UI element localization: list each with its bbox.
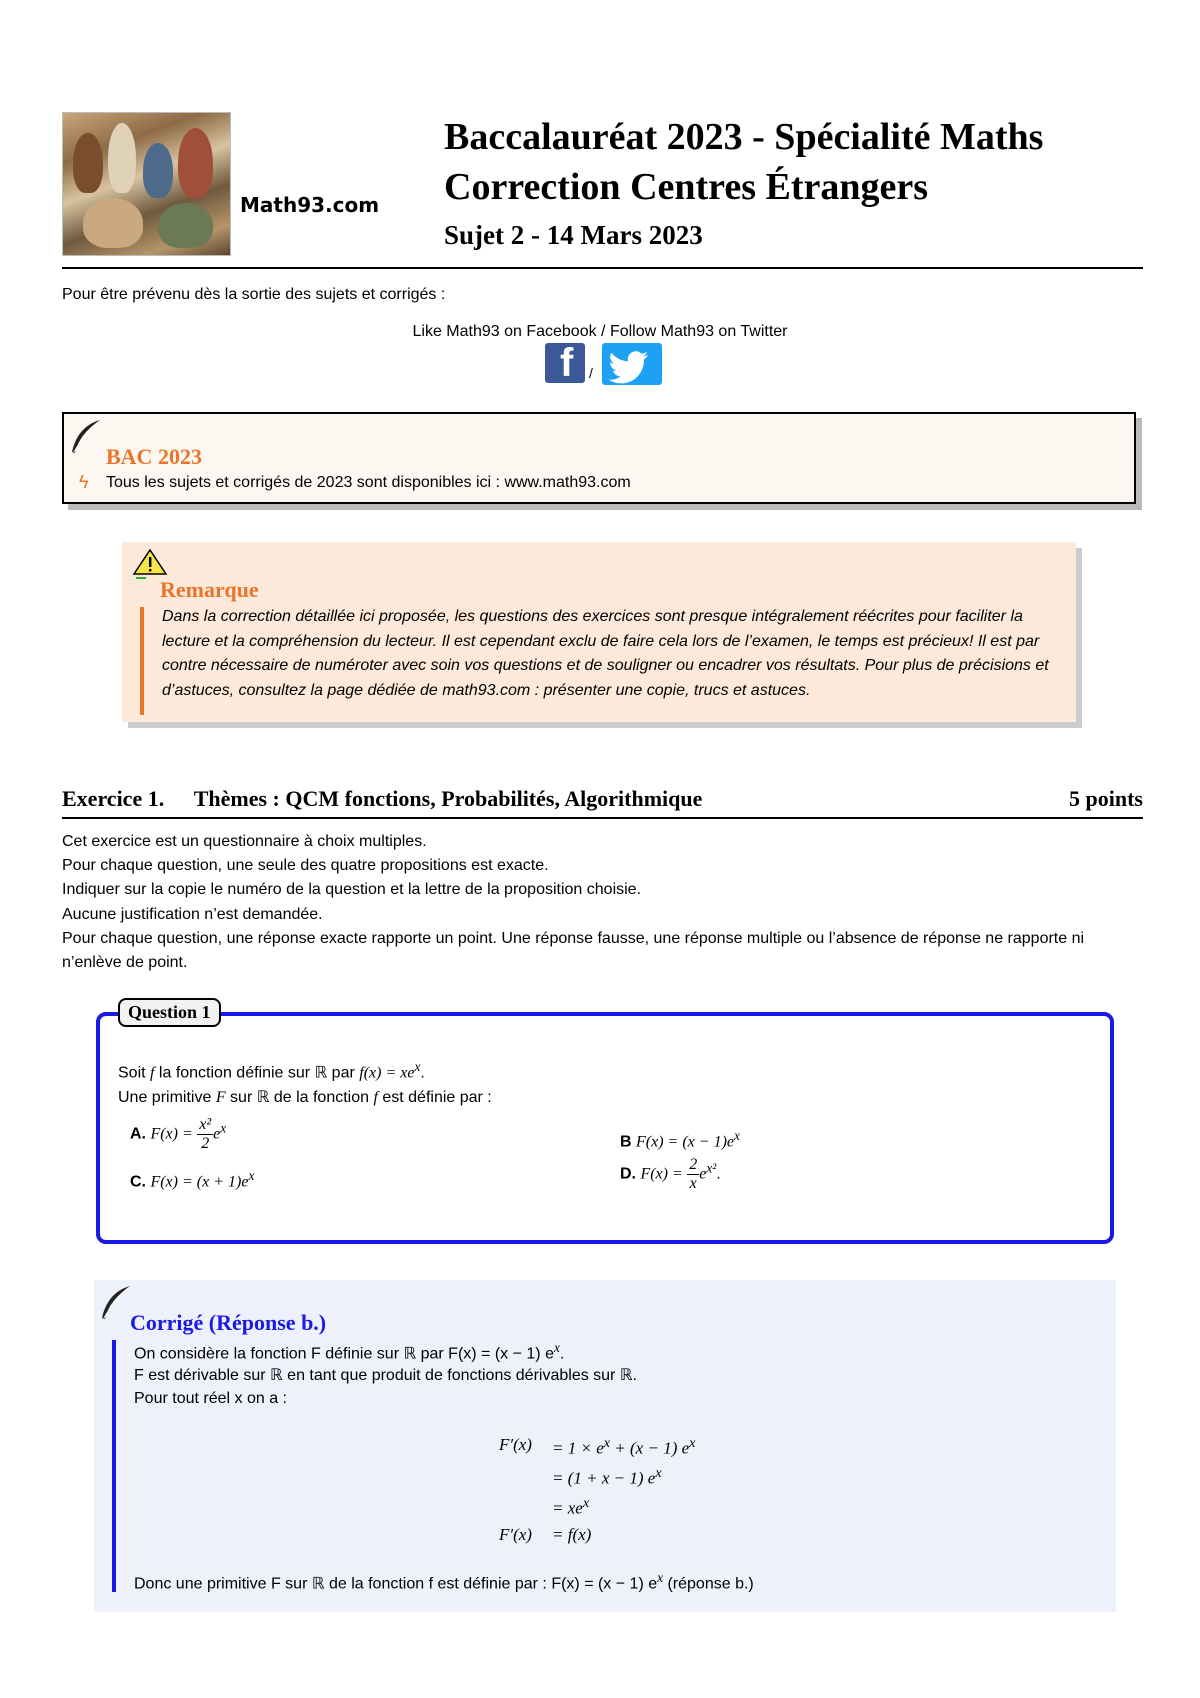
instruction-line: Pour chaque question, une réponse exacte rapporte un point. Une réponse fausse, une réponse multiple ou l’absence de réponse ne rapporte ni n’enlève de point. — [62, 929, 1085, 972]
page-title — [444, 112, 1043, 212]
social-separator: / — [589, 365, 593, 381]
equation-rhs-4: = f(x) — [552, 1525, 592, 1544]
exercise-themes: Thèmes : QCM fonctions, Probabilités, Algorithmique — [193, 786, 703, 811]
corrige-accent-bar — [112, 1340, 116, 1592]
corrige-line-1: On considère la fonction F définie sur ℝ par F(x) = (x − 1) $e^x$. — [134, 1340, 565, 1363]
option-d: D. F(x) = $\frac{2}{x}$ $e^{x^2}$. — [620, 1156, 721, 1192]
equation-rhs-2: = (1 + x − 1) $e^x$ — [552, 1465, 662, 1488]
title-line-1: Baccalauréat 2023 - Spécialité Maths — [444, 116, 1044, 158]
quill-icon — [98, 1284, 132, 1322]
page-subtitle: Sujet 2 - 14 Mars 2023 — [444, 220, 703, 250]
corrige-line-2: F est dérivable sur ℝ en tant que produit de fonctions dérivables sur ℝ. — [134, 1367, 637, 1384]
header-painting-image — [62, 112, 231, 256]
exercise-instructions — [62, 830, 1147, 975]
exercise-divider — [62, 817, 1143, 819]
equation-rhs-3: = $xe^x$ — [552, 1495, 590, 1518]
equation-lhs-4: F′(x) — [499, 1525, 532, 1544]
option-c: C. $F(x) = (x + 1)e^x$ — [130, 1168, 255, 1191]
question-label: Question 1 — [118, 998, 221, 1027]
question-1-box — [96, 1002, 1114, 1244]
remark-accent-bar — [140, 607, 144, 715]
bac-info-box — [62, 412, 1136, 504]
question-statement — [118, 1054, 492, 1110]
quill-icon — [68, 418, 102, 456]
remark-text: Dans la correction détaillée ici proposée, les questions des exercices sont presque intégralement réécrites pour faciliter la lecture et la compréhension du lecteur. Il est cependant exclu de faire cela lors de l’examen, le temps est précieux! Il est par contre nécessaire de numéroter avec soin vos questions et de souligner ou encadrer vos résultats. Pour plus de précisions et d’astuces, consultez la page dédiée de math93.com : présenter une copie, trucs et astuces. — [162, 608, 1049, 699]
exercise-header — [62, 786, 1143, 812]
corrige-line-3: Pour tout réel x on a : — [134, 1390, 287, 1407]
intro-text: Pour être prévenu dès la sortie des sujets et corrigés : — [62, 286, 446, 303]
question-line-2: Une primitive F sur ℝ de la fonction f est définie par : — [118, 1089, 492, 1107]
bac-box-text[interactable]: Tous les sujets et corrigés de 2023 sont disponibles ici : www.math93.com — [106, 474, 631, 491]
option-b: B $F(x) = (x - 1)e^x$ — [620, 1128, 740, 1151]
twitter-icon[interactable] — [602, 343, 662, 385]
instruction-line: Cet exercice est un questionnaire à choix multiples. — [62, 833, 427, 850]
brand-name: Math93.com — [240, 193, 380, 217]
lightning-icon: ϟ — [79, 472, 89, 492]
corrige-title: Corrigé (Réponse b.) — [130, 1310, 327, 1335]
header-divider — [62, 267, 1143, 269]
corrige-box — [94, 1280, 1116, 1612]
bac-box-title: BAC 2023 — [106, 444, 202, 469]
exercise-points: 5 points — [1069, 786, 1143, 811]
instruction-line: Indiquer sur la copie le numéro de la question et la lettre de la proposition choisie. — [62, 881, 642, 899]
title-line-2: Correction Centres Étrangers — [444, 166, 929, 208]
facebook-icon[interactable]: f — [545, 343, 585, 383]
option-a: A. F(x) = $\frac{\text{x²}}{2}$ $e^x$ — [130, 1116, 227, 1152]
remark-box — [122, 542, 1076, 722]
corrige-conclusion: Donc une primitive F sur ℝ de la fonction f est définie par : F(x) = (x − 1) $e^x$ (réponse b.) — [134, 1570, 754, 1593]
social-text[interactable]: Like Math93 on Facebook / Follow Math93 on Twitter — [412, 323, 788, 340]
warning-icon — [132, 548, 168, 580]
remark-title: Remarque — [160, 577, 259, 602]
instruction-line: Aucune justification n’est demandée. — [62, 905, 323, 923]
equation-lhs-1: F′(x) — [499, 1435, 532, 1454]
question-line-1: Soit f la fonction définie sur ℝ par $f(x) = xe^x$. — [118, 1059, 425, 1082]
exercise-label: Exercice 1. — [62, 786, 165, 811]
equation-rhs-1: = $1 \times e^x + (x - 1)$ $e^x$ — [552, 1435, 696, 1458]
instruction-line: Pour chaque question, une seule des quatre propositions est exacte. — [62, 857, 549, 875]
